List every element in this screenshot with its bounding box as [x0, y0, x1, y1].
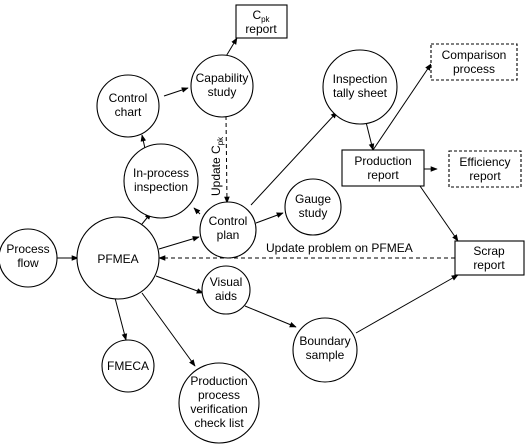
edge-pfmea-fmeca — [115, 298, 126, 340]
edge-controlplan-gauge — [256, 213, 283, 223]
svg-text:Visual: Visual — [209, 275, 243, 289]
svg-text:Process: Process — [6, 242, 50, 256]
svg-text:In-process: In-process — [132, 166, 190, 180]
node-in-process-inspection — [124, 144, 198, 218]
node-capability-study — [191, 55, 253, 117]
svg-text:report: report — [245, 22, 277, 36]
svg-text:process: process — [452, 62, 496, 76]
svg-text:report: report — [469, 169, 501, 183]
node-efficiency-report — [449, 151, 521, 187]
svg-text:plan: plan — [216, 228, 240, 242]
node-production-report — [342, 150, 424, 186]
cpk-report-title: $C_{pk}$ — [252, 8, 270, 24]
svg-text:study: study — [207, 85, 237, 99]
edge-production-scrap — [420, 186, 458, 241]
node-fmeca — [102, 340, 154, 392]
svg-text:verification: verification — [190, 402, 248, 416]
svg-text:tally sheet: tally sheet — [332, 86, 388, 100]
svg-text:flow: flow — [17, 256, 39, 270]
edge-label-update-problem: Update problem on PFMEA — [266, 241, 413, 255]
node-process-flow — [0, 229, 57, 287]
edge-controlchart-capability — [164, 88, 188, 96]
edge-capability-controlplan — [226, 116, 227, 203]
svg-text:Scrap: Scrap — [473, 244, 505, 258]
edge-boundary-scrap — [356, 275, 458, 333]
edge-label-update-cpk — [209, 136, 225, 196]
svg-text:inspection: inspection — [133, 180, 189, 194]
update-cpk-text: Update $C_{pk}$ — [209, 136, 225, 196]
svg-text:process: process — [197, 388, 241, 402]
svg-text:check list: check list — [194, 416, 244, 430]
svg-text:Production: Production — [190, 374, 248, 388]
svg-text:Gauge: Gauge — [294, 192, 332, 206]
node-gauge-study — [285, 179, 341, 235]
svg-text:Production: Production — [354, 154, 412, 168]
edge-pfmea-controlplan — [159, 237, 199, 249]
svg-text:Comparison: Comparison — [441, 48, 507, 62]
svg-text:study: study — [298, 206, 328, 220]
svg-text:Control: Control — [208, 214, 248, 228]
svg-text:Capability: Capability — [195, 71, 249, 85]
svg-text:Boundary: Boundary — [299, 334, 351, 348]
edge-visualaids-boundary — [245, 306, 296, 327]
svg-text:chart: chart — [114, 105, 142, 119]
svg-text:Efficiency: Efficiency — [459, 155, 511, 169]
node-cpk-report — [236, 5, 287, 38]
node-control-plan — [200, 202, 256, 258]
edge-pfmea-visualaids — [156, 276, 203, 293]
svg-text:report: report — [473, 258, 505, 272]
node-inspection-tally-sheet — [323, 50, 397, 124]
svg-text:PFMEA: PFMEA — [97, 252, 139, 266]
svg-text:sample: sample — [305, 348, 345, 362]
node-scrap-report — [455, 241, 524, 275]
node-pfmea — [77, 217, 159, 299]
node-comparison-process — [431, 44, 517, 80]
svg-text:Control: Control — [108, 91, 148, 105]
node-visual-aids — [202, 266, 250, 314]
svg-text:FMECA: FMECA — [107, 359, 149, 373]
svg-text:aids: aids — [214, 289, 238, 303]
svg-text:report: report — [367, 168, 399, 182]
node-production-process-checklist — [179, 363, 259, 443]
edge-controlplan-inprocess — [194, 208, 200, 214]
node-boundary-sample — [293, 318, 357, 382]
svg-text:Inspection: Inspection — [332, 72, 388, 86]
node-control-chart — [97, 75, 159, 137]
